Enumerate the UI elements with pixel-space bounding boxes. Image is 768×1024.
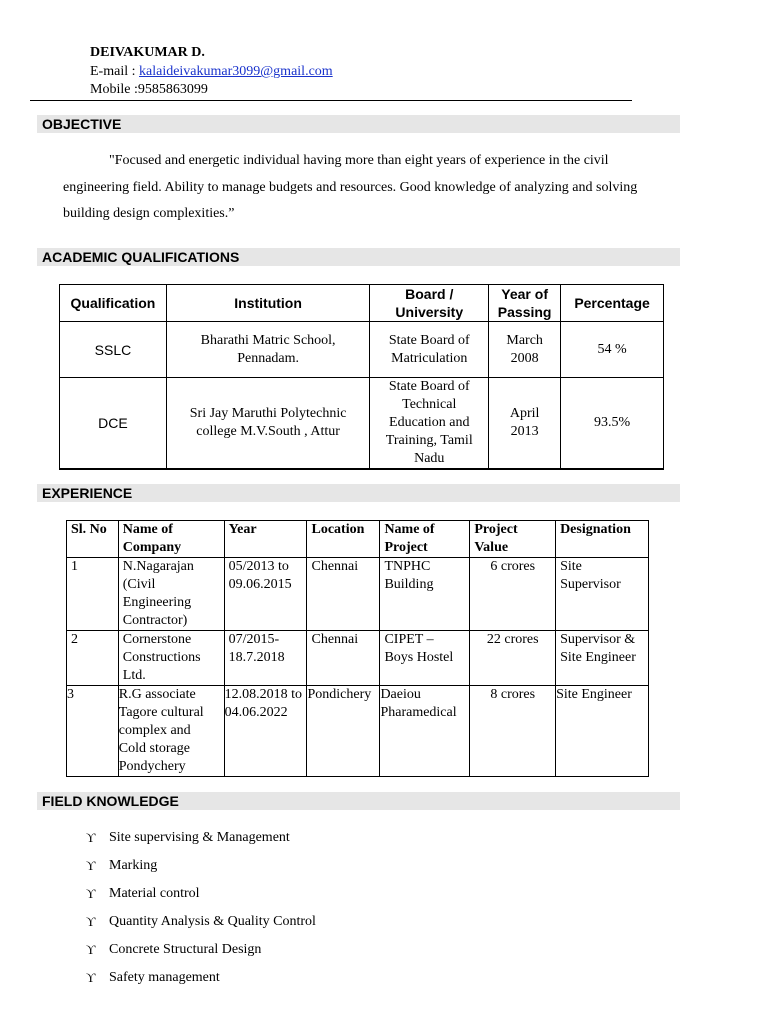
col-year: Year of Passing (489, 285, 561, 322)
objective-body: "Focused and energetic individual having more than eight years of experience in the civil engineering field. Ability to manage budgets and resources. Good knowledge of analyzing and solving building design complexities.” (63, 153, 638, 221)
candidate-name: DEIVAKUMAR D. (90, 45, 205, 60)
col-qualification: Qualification (60, 285, 167, 322)
cell-company: R.G associate Tagore cultural complex and Cold storage Pondychery (118, 686, 224, 777)
cell-location: Chennai (307, 558, 380, 631)
list-item-label: Marking (109, 858, 158, 873)
cell-project: TNPHC Building (380, 558, 470, 631)
academic-header-row (60, 285, 664, 322)
list-item-label: Site supervising & Management (109, 830, 290, 845)
col-project: Name of Project (380, 521, 470, 558)
list-item-label: Safety management (109, 970, 220, 985)
section-objective: OBJECTIVE (37, 115, 680, 133)
col-location: Location (307, 521, 380, 558)
list-item-label: Material control (109, 886, 200, 901)
cell-sl: 3 (67, 686, 119, 777)
academic-table (59, 284, 664, 470)
section-field-knowledge: FIELD KNOWLEDGE (37, 792, 680, 810)
table-row (60, 378, 664, 470)
cell-value: 8 crores (470, 686, 556, 777)
cell-percentage: 54 % (561, 322, 664, 378)
cell-board: State Board of Technical Education and Training, Tamil Nadu (370, 378, 489, 470)
objective-text (63, 148, 673, 228)
cell-institution: Sri Jay Maruthi Polytechnic college M.V.South , Attur (166, 378, 369, 470)
list-item (86, 912, 316, 940)
cell-designation: Site Engineer (556, 686, 649, 777)
cell-project: CIPET – Boys Hostel (380, 631, 470, 686)
list-item (86, 940, 316, 968)
col-company: Name of Company (118, 521, 224, 558)
bullet-icon: ϒ (86, 942, 96, 957)
bullet-icon: ϒ (86, 914, 96, 929)
bullet-icon: ϒ (86, 858, 96, 873)
cell-qualification: SSLC (60, 322, 167, 378)
list-item-label: Concrete Structural Design (109, 942, 262, 957)
experience-table (66, 520, 649, 777)
experience-header-row (67, 521, 649, 558)
list-item (86, 856, 316, 884)
col-board: Board / University (370, 285, 489, 322)
cell-sl: 1 (67, 558, 119, 631)
cell-board: State Board of Matriculation (370, 322, 489, 378)
field-knowledge-list (86, 828, 316, 996)
list-item (86, 884, 316, 912)
list-item-label: Quantity Analysis & Quality Control (109, 914, 316, 929)
header-divider (30, 100, 632, 101)
table-row (67, 631, 649, 686)
cell-value: 6 crores (470, 558, 556, 631)
cell-year: 07/2015- 18.7.2018 (224, 631, 307, 686)
cell-percentage: 93.5% (561, 378, 664, 470)
table-row (67, 558, 649, 631)
list-item (86, 828, 316, 856)
bullet-icon: ϒ (86, 830, 96, 845)
email-link[interactable]: kalaideivakumar3099@gmail.com (139, 64, 333, 79)
cell-designation: Site Supervisor (556, 558, 649, 631)
cell-institution: Bharathi Matric School, Pennadam. (166, 322, 369, 378)
cell-company: N.Nagarajan (Civil Engineering Contractor) (118, 558, 224, 631)
bullet-icon: ϒ (86, 970, 96, 985)
section-experience: EXPERIENCE (37, 484, 680, 502)
cell-year: March 2008 (489, 322, 561, 378)
email-label: E-mail : (90, 64, 139, 79)
mobile-line: Mobile :9585863099 (90, 82, 208, 97)
cell-qualification: DCE (60, 378, 167, 470)
cell-project: Daeiou Pharamedical (380, 686, 470, 777)
cell-location: Pondichery (307, 686, 380, 777)
col-institution: Institution (166, 285, 369, 322)
cell-year: 05/2013 to 09.06.2015 (224, 558, 307, 631)
table-row (67, 686, 649, 777)
cell-designation: Supervisor & Site Engineer (556, 631, 649, 686)
col-sl: Sl. No (67, 521, 119, 558)
cell-year: 12.08.2018 to 04.06.2022 (224, 686, 307, 777)
bullet-icon: ϒ (86, 886, 96, 901)
email-line (90, 64, 333, 80)
col-value: Project Value (470, 521, 556, 558)
list-item (86, 968, 316, 996)
cell-company: Cornerstone Constructions Ltd. (118, 631, 224, 686)
cell-year: April 2013 (489, 378, 561, 470)
cell-location: Chennai (307, 631, 380, 686)
col-year: Year (224, 521, 307, 558)
table-row (60, 322, 664, 378)
col-percentage: Percentage (561, 285, 664, 322)
col-designation: Designation (556, 521, 649, 558)
cell-value: 22 crores (470, 631, 556, 686)
section-academic: ACADEMIC QUALIFICATIONS (37, 248, 680, 266)
cell-sl: 2 (67, 631, 119, 686)
